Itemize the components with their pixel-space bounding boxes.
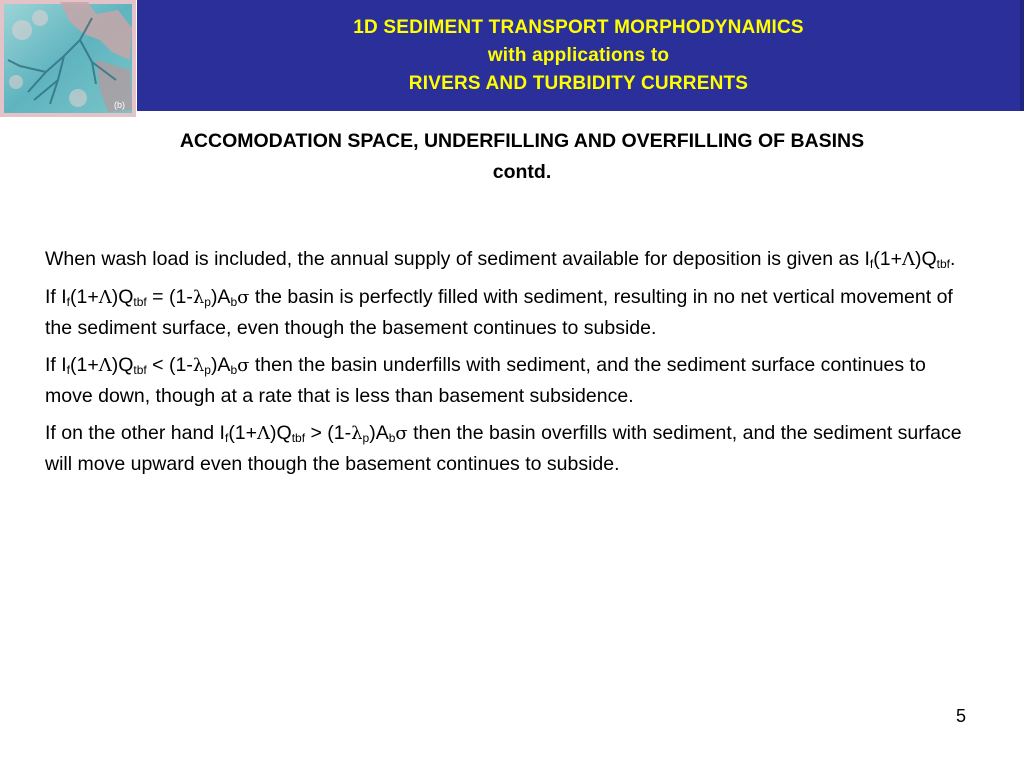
text-run: < (1- — [146, 353, 193, 376]
course-title-line-1: 1D SEDIMENT TRANSPORT MORPHODYNAMICS — [353, 16, 804, 38]
text-run: When wash load is included, the annual supply of sediment available for deposition is given as I — [45, 248, 870, 270]
subscript: tbf — [936, 257, 951, 271]
text-run: )A — [210, 353, 231, 376]
slide-title-line-2: contd. — [492, 161, 552, 183]
slide-title-line-1: ACCOMODATION SPACE, UNDERFILLING AND OVERFILLING OF BASINS — [179, 130, 865, 152]
text-run: If on the other hand I — [45, 421, 225, 444]
svg-text:(b): (b) — [114, 100, 125, 110]
text-run: )Q — [270, 421, 292, 444]
subscript: f — [869, 257, 874, 271]
text-run: (1+ — [873, 248, 902, 270]
text-run: the basin is perfectly filled with sediment, resulting in no net vertical movement of the sediment surface, even though the basement continues to subside. — [45, 285, 953, 339]
course-title-line-3: RIVERS AND TURBIDITY CURRENTS — [408, 72, 749, 94]
text-run: )A — [369, 421, 389, 444]
text-run: then the basin underfills with sediment, and the sediment surface continues to move down, though at a rate that is less than basement subsidence. — [45, 353, 926, 407]
header — [0, 0, 1024, 117]
symbol-sigma: σ — [395, 422, 408, 444]
text-run: If I — [45, 353, 67, 376]
text-run: > (1- — [305, 421, 352, 444]
text-run: . — [950, 248, 956, 270]
text-run: (1+ — [70, 353, 99, 376]
symbol-capital-lambda: Λ — [257, 422, 271, 444]
text-run: )Q — [915, 248, 937, 270]
paragraph-wash-load — [45, 244, 975, 276]
course-title-banner — [137, 0, 1024, 111]
text-run: )Q — [111, 353, 134, 376]
subscript: b — [388, 430, 396, 445]
slide-body — [45, 244, 975, 486]
text-run: = (1- — [146, 285, 193, 308]
subscript: p — [204, 294, 211, 309]
symbol-capital-lambda: Λ — [98, 286, 112, 308]
text-run: (1+ — [228, 421, 258, 444]
text-run: (1+ — [70, 285, 99, 308]
text-run: )Q — [111, 285, 134, 308]
paragraph-underfills — [45, 350, 975, 412]
subscript: b — [230, 362, 238, 377]
subscript: tbf — [291, 430, 306, 445]
symbol-capital-lambda: Λ — [98, 354, 112, 376]
subscript: f — [66, 294, 71, 309]
symbol-lambda: λ — [192, 286, 205, 308]
paragraph-perfectly-filled — [45, 282, 975, 344]
subscript: f — [66, 362, 71, 377]
symbol-lambda: λ — [192, 354, 205, 376]
symbol-lambda: λ — [351, 422, 363, 444]
page-number: 5 — [955, 706, 966, 726]
symbol-capital-lambda: Λ — [902, 249, 915, 270]
slide-title — [40, 126, 1004, 188]
text-run: )A — [210, 285, 231, 308]
text-run: If I — [45, 285, 67, 308]
subscript: p — [204, 362, 211, 377]
subscript: tbf — [133, 362, 147, 377]
symbol-sigma: σ — [237, 354, 250, 376]
subscript: b — [230, 294, 238, 309]
subscript: tbf — [133, 294, 147, 309]
course-title-line-2: with applications to — [487, 44, 670, 66]
subscript: f — [224, 430, 229, 445]
subscript: p — [362, 430, 370, 445]
paragraph-overfills — [45, 418, 975, 480]
delta-satellite-image — [0, 0, 136, 117]
text-run: then the basin overfills with sediment, and the sediment surface will move upward even though the basement continues to subside. — [45, 421, 962, 475]
symbol-sigma: σ — [237, 286, 250, 308]
